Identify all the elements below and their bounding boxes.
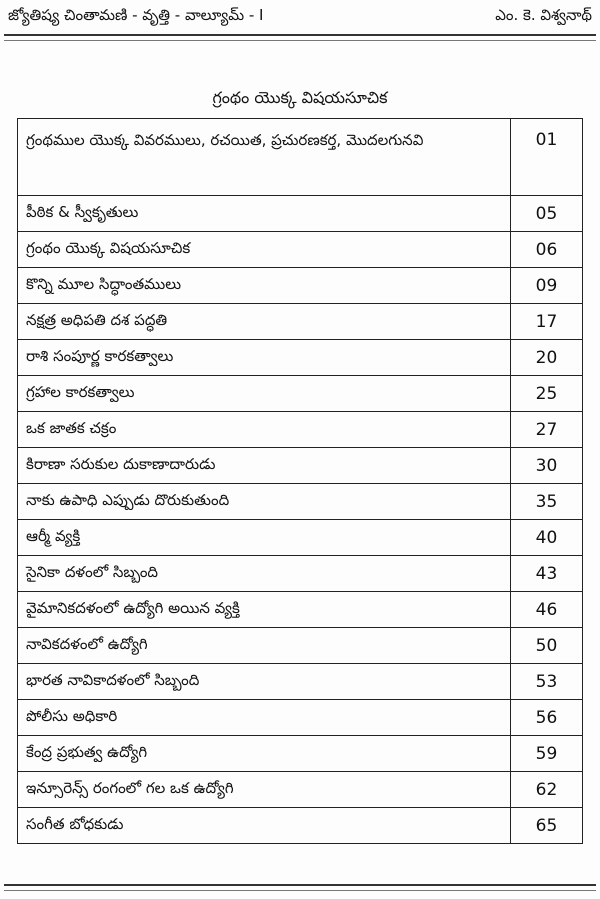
toc-entry-title: నక్షత్ర అధిపతి దశ పద్ధతి xyxy=(18,304,511,340)
toc-entry-title: పోలీసు అధికారి xyxy=(18,700,511,736)
running-header xyxy=(8,6,592,28)
toc-entry-title: గ్రహాల కారకత్వాలు xyxy=(18,376,511,412)
toc-entry-page: 05 xyxy=(511,196,583,232)
toc-entry-page: 62 xyxy=(511,772,583,808)
toc-entry-page: 27 xyxy=(511,412,583,448)
footer-rule xyxy=(4,884,596,891)
toc-row xyxy=(18,556,583,592)
toc-entry-title: ఇన్సూరెన్స్ రంగంలో గల ఒక ఉద్యోగి xyxy=(18,772,511,808)
toc-row xyxy=(18,484,583,520)
header-rule xyxy=(4,34,596,41)
toc-entry-title: గ్రంథం యొక్క విషయసూచిక xyxy=(18,232,511,268)
toc-entry-page: 06 xyxy=(511,232,583,268)
toc-entry-page: 59 xyxy=(511,736,583,772)
toc-row xyxy=(18,628,583,664)
book-title: జ్యోతిష్య చింతామణి - వృత్తి - వాల్యూమ్ - I xyxy=(8,6,264,24)
toc-row xyxy=(18,664,583,700)
toc-row xyxy=(18,232,583,268)
toc-entry-page: 25 xyxy=(511,376,583,412)
toc-entry-title: వైమానికదళంలో ఉద్యోగి అయిన వ్యక్తి xyxy=(18,592,511,628)
toc-row xyxy=(18,340,583,376)
toc-row xyxy=(18,736,583,772)
toc-entry-page: 53 xyxy=(511,664,583,700)
toc-entry-title: భారత నావికాదళంలో సిబ్బంది xyxy=(18,664,511,700)
author-name: ఎం. కె. విశ్వనాథ్ xyxy=(495,6,592,24)
toc-entry-title: నాకు ఉపాధి ఎప్పుడు దొరుకుతుంది xyxy=(18,484,511,520)
toc-row xyxy=(18,700,583,736)
toc-entry-title: కేంద్ర ప్రభుత్వ ఉద్యోగి xyxy=(18,736,511,772)
toc-row xyxy=(18,196,583,232)
toc-row xyxy=(18,808,583,844)
toc-entry-page: 65 xyxy=(511,808,583,844)
toc-title: గ్రంథం యొక్క విషయసూచిక xyxy=(212,88,388,107)
toc-entry-title: కిరాణా సరుకుల దుకాణాదారుడు xyxy=(18,448,511,484)
toc-entry-title: రాశి సంపూర్ణ కారకత్వాలు xyxy=(18,340,511,376)
toc-entry-title: ఆర్మీ వ్యక్తి xyxy=(18,520,511,556)
toc-row xyxy=(18,448,583,484)
toc-row xyxy=(18,304,583,340)
toc-entry-page: 01 xyxy=(511,119,583,196)
toc-entry-page: 43 xyxy=(511,556,583,592)
toc-entry-title: కొన్ని మూల సిద్ధాంతములు xyxy=(18,268,511,304)
toc-row xyxy=(18,376,583,412)
toc-row xyxy=(18,520,583,556)
toc-row xyxy=(18,592,583,628)
toc-entry-page: 50 xyxy=(511,628,583,664)
toc-row xyxy=(18,268,583,304)
toc-entry-page: 46 xyxy=(511,592,583,628)
toc-entry-page: 20 xyxy=(511,340,583,376)
toc-entry-page: 17 xyxy=(511,304,583,340)
toc-entry-title: పీఠిక & స్వీకృతులు xyxy=(18,196,511,232)
toc-entry-title: గ్రంథముల యొక్క వివరములు, రచయిత, ప్రచురణకర్త, మొదలగునవి xyxy=(18,119,511,196)
toc-entry-page: 40 xyxy=(511,520,583,556)
toc-entry-title: నావికదళంలో ఉద్యోగి xyxy=(18,628,511,664)
toc-row xyxy=(18,772,583,808)
toc-entry-title: సైనికా దళంలో సిబ్బంది xyxy=(18,556,511,592)
toc-entry-page: 09 xyxy=(511,268,583,304)
toc-entry-page: 56 xyxy=(511,700,583,736)
toc-table xyxy=(17,118,583,844)
toc-entry-page: 35 xyxy=(511,484,583,520)
toc-row xyxy=(18,119,583,196)
toc-entry-title: ఒక జాతక చక్రం xyxy=(18,412,511,448)
toc-entry-page: 30 xyxy=(511,448,583,484)
toc-entry-title: సంగీత బోధకుడు xyxy=(18,808,511,844)
toc-row xyxy=(18,412,583,448)
